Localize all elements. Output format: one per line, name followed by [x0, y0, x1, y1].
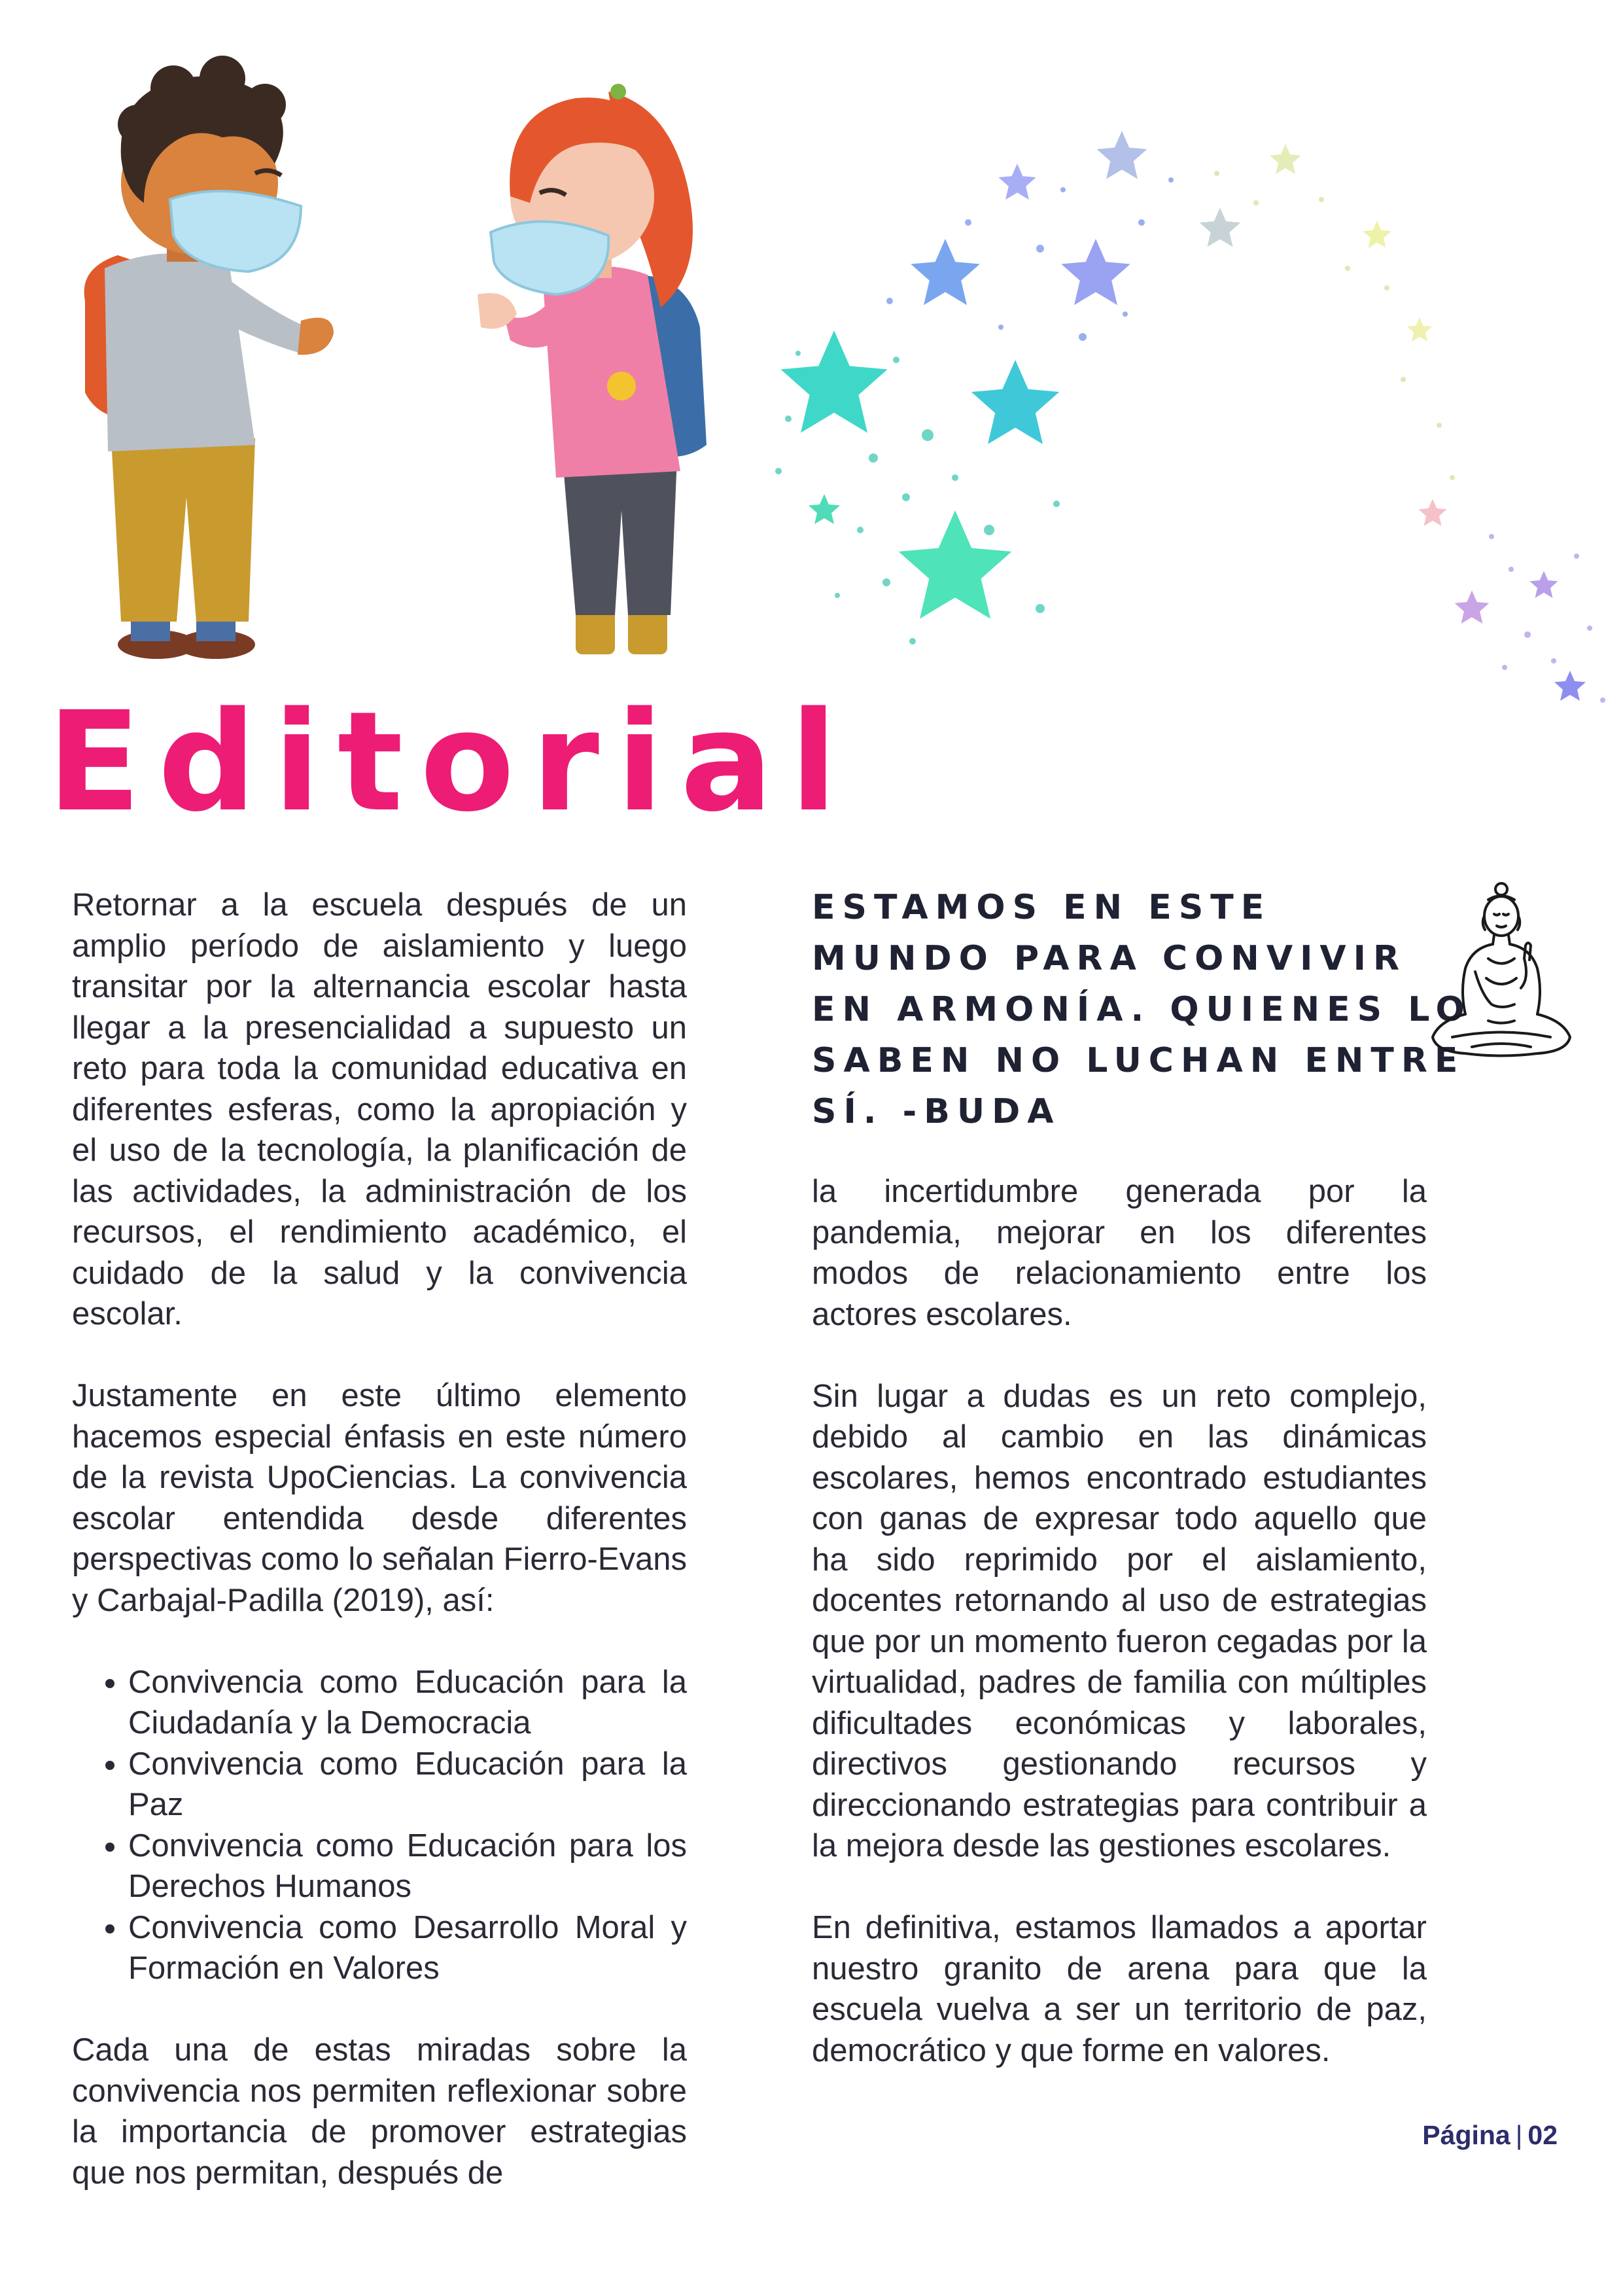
star-icon — [971, 360, 1059, 444]
girl-figure — [478, 84, 707, 654]
star-icon — [998, 164, 1036, 200]
star-icon — [1061, 239, 1130, 305]
page-title: Editorial — [47, 682, 854, 842]
right-paragraph-1: la incertidumbre generada por la pandemia, mejorar en los diferentes modos de relacionamiento entre los actores escolares. — [812, 1174, 1427, 1332]
star-icon — [1554, 671, 1586, 701]
list-item: • Convivencia como Educación para la Paz — [128, 1744, 687, 1826]
boy-figure — [84, 56, 334, 659]
star-icon — [899, 510, 1012, 619]
convivencia-list — [72, 1662, 687, 1989]
left-paragraph-3: Cada una de estas miradas sobre la convivencia nos permiten reflexionar sobre la importancia de promover estrategias que nos permitan, después de — [72, 2032, 687, 2191]
star-icon — [1407, 317, 1432, 342]
left-paragraph-1: Retornar a la escuela después de un amplio período de aislamiento y luego transitar por la alternancia escolar hasta llegar a la presencialidad a supuesto un reto para toda la comunidad educativa en diferentes esferas, como la apropiación y el uso de la tecnología, la planificación de las actividades, la administración de los recursos, el rendimiento académico, el cuidado de la salud y la convivencia escolar. — [72, 887, 687, 1332]
star-icon — [1270, 144, 1301, 174]
right-paragraph-3: En definitiva, estamos llamados a aportar nuestro granito de arena para que la escuela vuelva a ser un territorio de paz, democrático y que forme en valores. — [812, 1910, 1427, 2068]
page-footer — [1422, 2117, 1558, 2153]
list-item: • Convivencia como Desarrollo Moral y Formación en Valores — [128, 1907, 687, 1989]
page-number: 02 — [1527, 2120, 1558, 2150]
right-column — [812, 1171, 1427, 2071]
stars-decoration — [759, 111, 1623, 733]
list-item: • Convivencia como Educación para la Ciudadanía y la Democracia — [128, 1662, 687, 1744]
star-icon — [1529, 571, 1558, 598]
buddha-icon — [1426, 880, 1577, 1070]
list-item: • Convivencia como Educación para los Derechos Humanos — [128, 1826, 687, 1907]
buddha-quote: ESTAMOS EN ESTE MUNDO PARA CONVIVIR EN ARMONÍA. QUIENES LO SABEN NO LUCHAN ENTRE SÍ. -BUDA — [812, 888, 1472, 1131]
page-separator: | — [1515, 2120, 1523, 2150]
kids-illustration — [59, 52, 778, 680]
star-icon — [1363, 221, 1391, 248]
star-icon — [780, 330, 887, 433]
page-label: Página — [1422, 2120, 1510, 2150]
star-icon — [1097, 131, 1147, 179]
left-column — [72, 885, 687, 2234]
left-paragraph-2: Justamente en este último elemento hacemos especial énfasis en este número de la revista UpoCiencias. La convivencia escolar entendida desde diferentes perspectivas como lo señalan Fierro-Evans y Carbajal-Padilla (2019), así: — [72, 1378, 687, 1618]
star-icon — [911, 239, 980, 305]
star-icon — [1455, 591, 1490, 624]
right-paragraph-2: Sin lugar a dudas es un reto complejo, debido al cambio en las dinámicas escolares, hemos encontrado estudiantes con ganas de expresar todo aquello que ha sido reprimido por el aislamiento, docentes retornando al uso de estrategias que por un momento fueron cegadas por la virtualidad, padres de familia con múltiples dificultades económicas y laborales, directivos gestionando recursos y direccionando estrategias para contribuir a la mejora desde las gestiones escolares. — [812, 1378, 1427, 1863]
star-icon — [809, 494, 840, 524]
star-icon — [1200, 208, 1240, 247]
star-icon — [1418, 499, 1446, 526]
